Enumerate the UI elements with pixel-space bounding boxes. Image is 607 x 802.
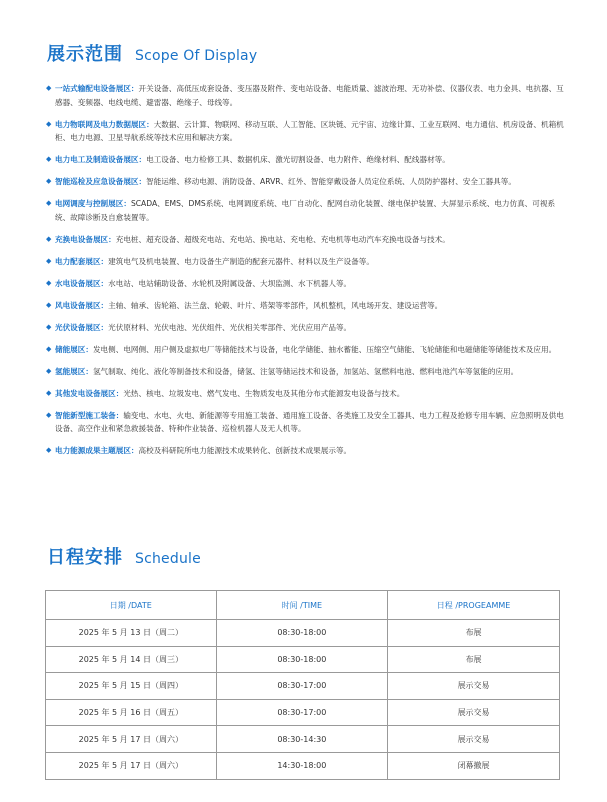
diamond-bullet-icon: ◆	[46, 199, 52, 207]
scope-description: 高校及科研院所电力能源技术成果转化、创新技术成果展示等。	[138, 446, 352, 455]
scope-item	[46, 444, 566, 458]
diamond-bullet-icon: ◆	[46, 388, 52, 397]
scope-item	[46, 153, 566, 167]
scope-category: 风电设备展区：	[55, 300, 109, 310]
time-cell: 08:30-14:30	[216, 726, 388, 753]
date-cell: 2025 年 5 月 15 日（周四）	[46, 673, 217, 700]
diamond-bullet-icon: ◆	[46, 446, 52, 454]
diamond-bullet-icon: ◆	[46, 278, 52, 287]
programme-cell: 展示交易	[388, 726, 560, 753]
diamond-bullet-icon: ◆	[46, 410, 52, 419]
scope-category: 储能展区：	[55, 344, 93, 354]
programme-column-header: 日程 /PROGEAMME	[388, 591, 560, 620]
schedule-body	[46, 620, 560, 780]
schedule-row	[46, 752, 560, 779]
scope-category: 智能巡检及应急设备展区：	[55, 177, 147, 186]
schedule-row	[46, 646, 560, 673]
scope-category: 电网调度与控制展区：	[55, 199, 131, 208]
diamond-bullet-icon: ◆	[46, 84, 52, 92]
scope-category: 充换电设备展区：	[55, 234, 116, 244]
programme-cell: 闭幕撤展	[388, 752, 560, 779]
scope-description: 发电侧、电网侧、用户侧及虚拟电厂等储能技术与设备，电化学储能、抽水蓄能、压缩空气储能、飞轮储能和电磁储能等储能技术及应用。	[92, 344, 557, 354]
scope-category: 智能新型施工装备：	[55, 410, 124, 420]
date-cell: 2025 年 5 月 14 日（周三）	[46, 646, 217, 673]
scope-item	[46, 277, 566, 291]
diamond-bullet-icon: ◆	[46, 300, 52, 309]
programme-cell: 展示交易	[388, 673, 560, 700]
scope-item	[46, 118, 566, 145]
scope-description: 水电站、电站辅助设备、水轮机及附属设备、大坝监测、水下机器人等。	[108, 278, 352, 288]
diamond-bullet-icon: ◆	[46, 155, 52, 163]
scope-description: 光伏原材料、光伏电池、光伏组件、光伏相关零部件、光伏应用产品等。	[108, 322, 352, 332]
schedule-table	[45, 590, 560, 780]
scope-description: SCADA、EMS、DMS系统、电网调度系统、电厂自动化、配网自动化装置、继电保护装置、大屏显示系统、电力仿真、可视系统、故障诊断及自愈装置等。	[55, 199, 556, 222]
date-cell: 2025 年 5 月 17 日（周六）	[46, 726, 217, 753]
scope-list	[46, 82, 566, 466]
scope-description: 氢气制取、纯化、液化等制备技术和设备，储氢、注氢等储运技术和设备，加氢站、氢燃料电池、燃料电池汽车等氢能的应用。	[92, 366, 519, 376]
schedule-row	[46, 620, 560, 647]
scope-item	[46, 233, 566, 247]
time-cell: 08:30-17:00	[216, 673, 388, 700]
time-cell: 14:30-18:00	[216, 752, 388, 779]
schedule-row	[46, 673, 560, 700]
scope-description: 输变电、水电、火电、新能源等专用施工装备、通用施工设备、各类施工及安全工器具、电力工程及抢修专用车辆、应急照明及供电设备、高空作业和紧急救援装备、特种作业装备、巡检机器人及无人机等。	[55, 410, 564, 433]
scope-item	[46, 321, 566, 335]
scope-item	[46, 409, 566, 436]
diamond-bullet-icon: ◆	[46, 234, 52, 243]
scope-description: 充电桩、超充设备、超级充电站、充电站、换电站、充电枪、充电机等电动汽车充换电设备与技术。	[115, 234, 450, 244]
scope-category: 电力能源成果主题展区：	[55, 446, 139, 455]
time-cell: 08:30-18:00	[216, 620, 388, 647]
diamond-bullet-icon: ◆	[46, 344, 52, 353]
programme-cell: 展示交易	[388, 699, 560, 726]
scope-category: 电力物联网及电力数据展区：	[55, 119, 154, 129]
scope-section-header	[47, 40, 257, 66]
scope-category: 其他发电设备展区：	[55, 388, 124, 398]
programme-cell: 布展	[388, 620, 560, 647]
scope-description: 电工设备、电力检修工具、数据机床、激光切割设备、电力附件、绝缘材料、配线器材等。	[146, 155, 450, 164]
scope-item	[46, 175, 566, 189]
date-cell: 2025 年 5 月 16 日（周五）	[46, 699, 217, 726]
scope-item	[46, 387, 566, 401]
scope-category: 一站式输配电设备展区：	[55, 84, 139, 93]
date-cell: 2025 年 5 月 17 日（周六）	[46, 752, 217, 779]
diamond-bullet-icon: ◆	[46, 256, 52, 265]
scope-title-zh: 展示范围	[47, 44, 123, 65]
schedule-title-zh: 日程安排	[47, 547, 123, 568]
time-cell: 08:30-18:00	[216, 646, 388, 673]
scope-item	[46, 82, 566, 109]
schedule-header-row	[46, 591, 560, 620]
schedule-title-en: Schedule	[135, 551, 201, 567]
programme-cell: 布展	[388, 646, 560, 673]
schedule-row	[46, 726, 560, 753]
scope-description: 光热、核电、垃圾发电、燃气发电、生物质发电及其他分布式能源发电设备与技术。	[123, 388, 405, 398]
scope-item	[46, 197, 566, 224]
scope-category: 电力电工及制造设备展区：	[55, 155, 147, 164]
schedule-row	[46, 699, 560, 726]
scope-category: 水电设备展区：	[55, 278, 109, 288]
scope-category: 电力配套展区：	[55, 256, 109, 266]
scope-category: 氢能展区：	[55, 366, 93, 376]
scope-item	[46, 343, 566, 357]
diamond-bullet-icon: ◆	[46, 322, 52, 331]
scope-item	[46, 255, 566, 269]
scope-description: 建筑电气及机电装置、电力设备生产制造的配套元器件、材料以及生产设备等。	[108, 256, 374, 266]
scope-category: 光伏设备展区：	[55, 322, 109, 332]
date-cell: 2025 年 5 月 13 日（周二）	[46, 620, 217, 647]
date-column-header: 日期 /DATE	[46, 591, 217, 620]
scope-description: 大数据、云计算、物联网、移动互联、人工智能、区块链、元宇宙、边缘计算、工业互联网、电力通信、机房设备、机箱机柜、电力电源、卫星导航系统等技术应用和解决方案。	[55, 119, 564, 142]
scope-title-en: Scope Of Display	[135, 48, 258, 64]
scope-description: 主轴、轴承、齿轮箱、法兰盘、轮毂、叶片、塔架等零部件，风机整机，风电场开发、建设运营等。	[108, 300, 443, 310]
time-column-header: 时间 /TIME	[216, 591, 388, 620]
scope-description: 开关设备、高低压成套设备、变压器及附件、变电站设备、电能质量、滤波治理、无功补偿、仪器仪表、电力金具、电抗器、互感器、变频器、电线电缆、避雷器、绝缘子、母线等。	[55, 84, 564, 107]
diamond-bullet-icon: ◆	[46, 119, 52, 128]
scope-description: 智能运维、移动电源、消防设备、ARVR、红外、智能穿戴设备人员定位系统、人员防护器材、安全工器具等。	[146, 177, 516, 186]
scope-item	[46, 365, 566, 379]
scope-item	[46, 299, 566, 313]
schedule-section-header	[47, 543, 201, 569]
diamond-bullet-icon: ◆	[46, 366, 52, 375]
time-cell: 08:30-17:00	[216, 699, 388, 726]
diamond-bullet-icon: ◆	[46, 177, 52, 185]
